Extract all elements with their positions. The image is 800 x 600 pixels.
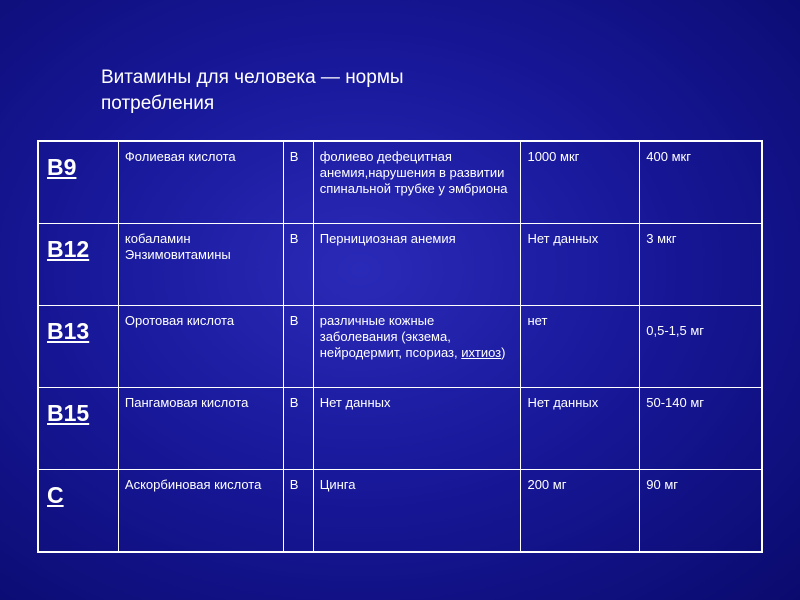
vitamin-code-link[interactable]: B15 — [38, 388, 118, 470]
slide-title: Витамины для человека — нормы потребления — [101, 67, 404, 114]
norm-value-2: 90 мг — [640, 470, 762, 552]
deficiency-text-end: ) — [501, 344, 506, 360]
deficiency-text: различные кожные заболевания (экзема, нейродермит, псориаз, — [319, 312, 462, 360]
vitamin-name: Аскорбиновая кислота — [118, 470, 283, 552]
vitamin-group: В — [283, 470, 313, 552]
norm-value-1: 1000 мкг — [521, 141, 640, 223]
deficiency-effect: Нет данных — [313, 388, 521, 470]
vitamin-name: кобаламин Энзимовитамины — [118, 223, 283, 305]
vitamin-code-link[interactable]: B12 — [38, 223, 118, 305]
vitamin-group: В — [283, 223, 313, 305]
norm-value-1: нет — [521, 305, 640, 387]
table-row — [38, 141, 762, 223]
deficiency-effect: Цинга — [313, 470, 521, 552]
vitamin-group: В — [283, 388, 313, 470]
norm-value-2: 3 мкг — [640, 223, 762, 305]
norm-value-2-text: 0,5-1,5 мг — [646, 322, 705, 338]
deficiency-effect: Пернициозная анемия — [313, 223, 521, 305]
vitamin-name: Пангамовая кислота — [118, 388, 283, 470]
vitamin-code-link[interactable]: B9 — [38, 141, 118, 223]
vitamin-name: Оротовая кислота — [118, 305, 283, 387]
table-row — [38, 223, 762, 305]
norm-value-1: Нет данных — [521, 223, 640, 305]
vitamin-code-link[interactable]: C — [38, 470, 118, 552]
table-row — [38, 470, 762, 552]
norm-value-1: 200 мг — [521, 470, 640, 552]
table-row — [38, 388, 762, 470]
deficiency-effect — [313, 305, 521, 387]
vitamin-group: В — [283, 141, 313, 223]
norm-value-1: Нет данных — [521, 388, 640, 470]
vitamin-name: Фолиевая кислота — [118, 141, 283, 223]
vitamin-group: В — [283, 305, 313, 387]
norm-value-2: 400 мкг — [640, 141, 762, 223]
table-row — [38, 305, 762, 387]
vitamin-code-link[interactable]: B13 — [38, 305, 118, 387]
deficiency-effect: фолиево дефецитная анемия,нарушения в развитии спинальной трубке у эмбриона — [313, 141, 521, 223]
ichthyosis-link[interactable]: ихтиоз — [461, 344, 502, 360]
norm-value-2: 50-140 мг — [640, 388, 762, 470]
vitamins-table — [37, 140, 763, 553]
norm-value-2 — [640, 305, 762, 387]
